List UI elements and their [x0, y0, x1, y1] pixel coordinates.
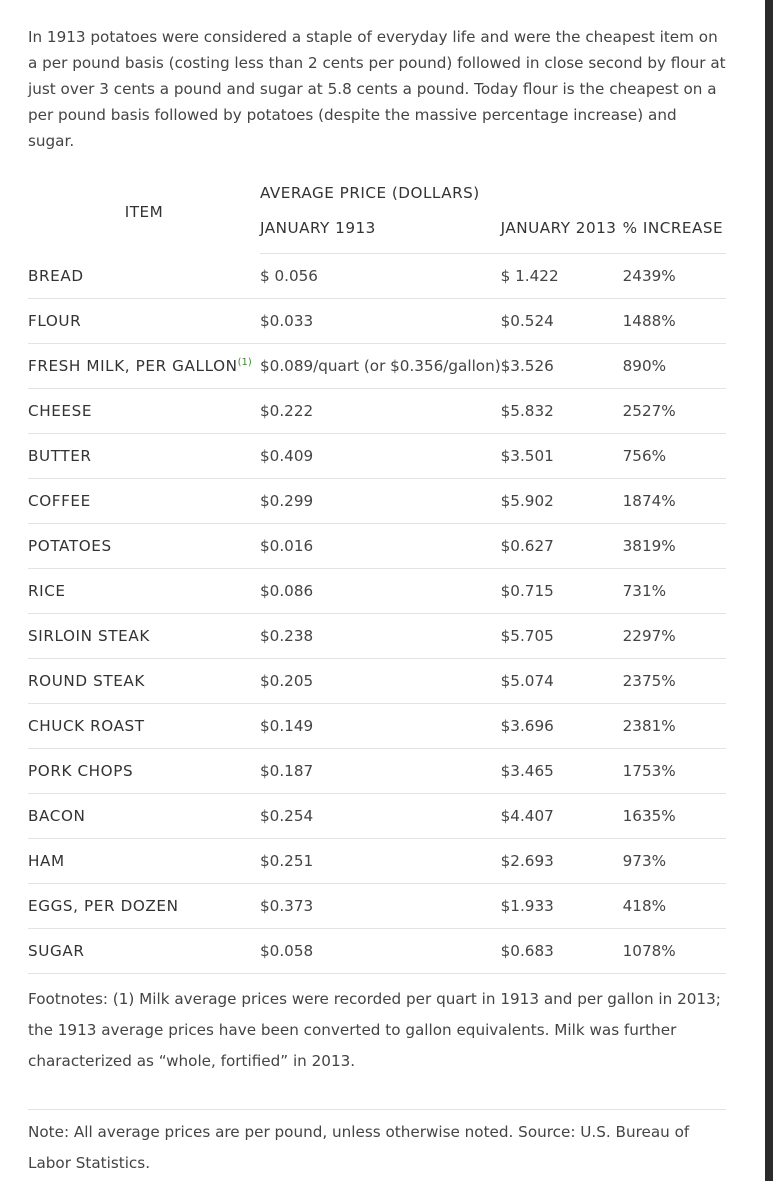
price-1913-cell: $0.409	[260, 434, 501, 479]
item-cell	[28, 524, 260, 569]
price-1913-cell: $0.251	[260, 839, 501, 884]
header-january-2013: JANUARY 2013	[501, 218, 623, 254]
percent-increase-cell: 1488%	[623, 299, 726, 344]
percent-increase-cell: 1874%	[623, 479, 726, 524]
price-2013-cell: $0.524	[501, 299, 623, 344]
item-name: CHEESE	[28, 402, 93, 420]
price-1913-cell: $0.299	[260, 479, 501, 524]
table-row	[28, 929, 726, 974]
item-name: CHUCK ROAST	[28, 717, 145, 735]
header-average-price: AVERAGE PRICE (DOLLARS)	[260, 184, 480, 202]
item-name: BREAD	[28, 266, 84, 285]
header-january-1913: JANUARY 1913	[260, 218, 501, 254]
item-name: POTATOES	[28, 537, 112, 555]
header-percent-increase: % INCREASE	[623, 218, 726, 254]
percent-increase-cell: 973%	[623, 839, 726, 884]
table-row	[28, 479, 726, 524]
item-cell	[28, 434, 260, 479]
price-1913-cell: $0.149	[260, 704, 501, 749]
price-2013-cell: $3.696	[501, 704, 623, 749]
item-name: BUTTER	[28, 447, 92, 465]
footnote-link[interactable]: (1)	[237, 357, 252, 368]
table-row	[28, 704, 726, 749]
price-2013-cell: $2.693	[501, 839, 623, 884]
price-2013-cell: $1.933	[501, 884, 623, 929]
source-note: Note: All average prices are per pound, unless otherwise noted. Source: U.S. Bureau of Labor Statistics.	[28, 1123, 690, 1172]
table-row	[28, 839, 726, 884]
intro-paragraph: In 1913 potatoes were considered a staple of everyday life and were the cheapest item on a per pound basis (costing less than 2 cents per pound) followed in close second by flour at just over 3 cents a pound and sugar at 5.8 cents a pound. Today flour is the cheapest on a per pound basis followed by potatoes (despite the massive percentage increase) and sugar.	[28, 28, 726, 150]
item-name: SUGAR	[28, 942, 85, 960]
item-cell	[28, 254, 260, 299]
price-1913-cell: $0.373	[260, 884, 501, 929]
price-2013-cell: $3.465	[501, 749, 623, 794]
price-1913-cell: $0.016	[260, 524, 501, 569]
percent-increase-cell: 2527%	[623, 389, 726, 434]
item-cell	[28, 479, 260, 524]
percent-increase-cell: 418%	[623, 884, 726, 929]
price-1913-cell: $0.058	[260, 929, 501, 974]
item-name: COFFEE	[28, 492, 91, 510]
price-1913-cell: $0.089/quart (or $0.356/gallon)	[260, 344, 501, 389]
item-name: RICE	[28, 582, 66, 600]
price-1913-cell: $0.205	[260, 659, 501, 704]
scrollbar[interactable]	[765, 0, 773, 1181]
item-cell	[28, 389, 260, 434]
table-row	[28, 749, 726, 794]
percent-increase-cell: 3819%	[623, 524, 726, 569]
item-name: SIRLOIN STEAK	[28, 627, 150, 645]
price-2013-cell: $ 1.422	[501, 254, 623, 299]
percent-increase-cell: 1635%	[623, 794, 726, 839]
item-name: PORK CHOPS	[28, 762, 134, 780]
table-row	[28, 614, 726, 659]
price-1913-cell: $0.187	[260, 749, 501, 794]
percent-increase-cell: 890%	[623, 344, 726, 389]
price-2013-cell: $0.627	[501, 524, 623, 569]
item-cell	[28, 614, 260, 659]
article-content	[28, 24, 726, 1179]
table-row	[28, 344, 726, 389]
item-name: BACON	[28, 807, 86, 825]
price-2013-cell: $0.683	[501, 929, 623, 974]
item-name: FLOUR	[28, 312, 82, 330]
price-1913-cell: $0.086	[260, 569, 501, 614]
percent-increase-cell: 2381%	[623, 704, 726, 749]
price-2013-cell: $4.407	[501, 794, 623, 839]
footnotes-text: Footnotes: (1) Milk average prices were recorded per quart in 1913 and per gallon in 2013; the 1913 average prices have been converted to gallon equivalents. Milk was further characterized as “whole, fortified” in 2013.	[28, 990, 721, 1070]
item-cell	[28, 569, 260, 614]
table-row	[28, 434, 726, 479]
item-name: EGGS, PER DOZEN	[28, 897, 179, 915]
price-1913-cell: $ 0.056	[260, 254, 501, 299]
percent-increase-cell: 731%	[623, 569, 726, 614]
price-1913-cell: $0.238	[260, 614, 501, 659]
item-cell	[28, 299, 260, 344]
table-row	[28, 254, 726, 299]
price-1913-cell: $0.033	[260, 299, 501, 344]
percent-increase-cell: 2375%	[623, 659, 726, 704]
item-cell	[28, 749, 260, 794]
percent-increase-cell: 1078%	[623, 929, 726, 974]
item-name: HAM	[28, 852, 65, 870]
table-row	[28, 659, 726, 704]
price-2013-cell: $5.902	[501, 479, 623, 524]
percent-increase-cell: 1753%	[623, 749, 726, 794]
price-1913-cell: $0.254	[260, 794, 501, 839]
header-item: ITEM	[124, 203, 164, 221]
price-2013-cell: $5.832	[501, 389, 623, 434]
price-2013-cell: $5.705	[501, 614, 623, 659]
divider	[28, 1109, 726, 1110]
price-2013-cell: $3.526	[501, 344, 623, 389]
item-name: ROUND STEAK	[28, 672, 145, 690]
table-row	[28, 389, 726, 434]
item-cell	[28, 929, 260, 974]
price-1913-cell: $0.222	[260, 389, 501, 434]
table-row	[28, 524, 726, 569]
table-row	[28, 884, 726, 929]
price-2013-cell: $3.501	[501, 434, 623, 479]
table-row	[28, 569, 726, 614]
item-cell	[28, 839, 260, 884]
item-cell	[28, 344, 260, 389]
price-2013-cell: $0.715	[501, 569, 623, 614]
table-row	[28, 794, 726, 839]
item-name: FRESH MILK, PER GALLON	[28, 357, 238, 375]
table-row	[28, 299, 726, 344]
item-cell	[28, 884, 260, 929]
percent-increase-cell: 2439%	[623, 254, 726, 299]
percent-increase-cell: 756%	[623, 434, 726, 479]
item-cell	[28, 794, 260, 839]
price-2013-cell: $5.074	[501, 659, 623, 704]
percent-increase-cell: 2297%	[623, 614, 726, 659]
price-table	[28, 183, 726, 974]
item-cell	[28, 704, 260, 749]
item-cell	[28, 659, 260, 704]
